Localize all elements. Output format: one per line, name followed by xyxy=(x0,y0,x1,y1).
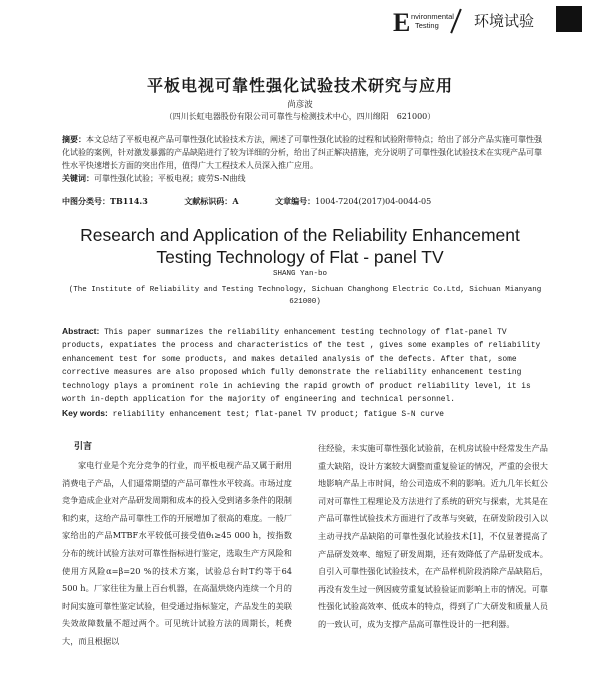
journal-logo-letter: E xyxy=(393,8,411,37)
abstract-cn-label: 摘要： xyxy=(62,135,86,144)
article-no-value: 1004-7204(2017)04-0044-05 xyxy=(315,197,432,206)
author-cn: 尚彦波 xyxy=(287,100,313,110)
abstract-cn-text: 本文总结了平板电视产品可靠性强化试验技术方法，阐述了可靠性强化试验的过程和试验附带特点；给出了部分产品实施可靠性强化试验的案例，针对激发暴露的产品缺陷进行了较为详细的分析，给出了纠正解决措施，充分说明了可靠性强化试验技术在实现产品可靠性水平快速增长方面的突出作用，值得广大工程技术人员深入推广应用。 xyxy=(62,135,542,170)
body-paragraph-left: 家电行业是个充分竞争的行业，而平板电视产品又属于耐用消费电子产品，人们逼常期望的产品可靠性水平较高。市场过度竞争造成企业对产品研发周期和成本的投入受到诸多条件的限制和约束，这给产品可靠性工作的开展增加了很高的难度。一般厂家给出的产品MTBF水平较低可接受值θ₁≥45 000 h，按指数分布的统计试验方法对可靠性指标进行鉴定，选取生产方风险和使用方风险α=β=20 %的技术方案，试验总台时T约等于64 500 h。厂家往往为量上百台机器，在高温烘烧内连续一个月的时间实施可靠性鉴定试验，但受通过指标鉴定，产品发生的美联失效故障数量不超过两个。可见统计试验方法的周期长，耗费大，而且根据以 xyxy=(62,460,292,646)
article-no-field xyxy=(275,197,465,206)
keywords-en-label: Key words: xyxy=(62,408,108,418)
clc-label: 中图分类号： xyxy=(62,197,110,206)
affiliation-cn: （四川长虹电器股份有限公司可靠性与检测技术中心，四川绵阳 621000） xyxy=(164,112,436,121)
author-en: SHANG Yan-bo xyxy=(272,270,327,278)
doc-code-value: A xyxy=(232,196,239,206)
journal-logo-line1: nvironmental xyxy=(411,12,454,21)
section-heading-introduction: 引言 xyxy=(74,442,93,452)
body-column-left xyxy=(62,438,292,651)
keywords-en xyxy=(62,407,548,421)
abstract-cn xyxy=(62,133,548,185)
journal-logo-text xyxy=(411,12,454,30)
classification-row xyxy=(62,195,548,208)
journal-logo-line2: Testing xyxy=(415,21,439,30)
paper-title-cn: 平板电视可靠性强化试验技术研究与应用 xyxy=(146,76,453,95)
abstract-en-text: This paper summarizes the reliability enhancement testing technology of flat-panel TV products, expatiates the process and characteristics of the test , gives some examples of reliability enhancement test for some products, and makes detailed analysis of the defects. After that, some corrective measures are also proposed which fully demonstrate the reliability enhancement testing technology plays a prominent role in achieving the rapid growth of product reliability level, it is worth in-depth application for the majority of engineering and technical personnel. xyxy=(62,328,541,405)
header-black-square xyxy=(556,6,582,32)
abstract-en-label: Abstract: xyxy=(62,326,100,336)
clc-value: TB114.3 xyxy=(110,196,148,206)
paper-title-en: Research and Application of the Reliability Enhancement Testing Technology of Flat - panel TV xyxy=(80,225,520,267)
abstract-en xyxy=(62,325,548,406)
doc-code-label: 文献标识码： xyxy=(184,197,233,206)
affiliation-en: (The Institute of Reliability and Testing Technology, Sichuan Changhong Electric Co.Ltd, Sichuan Mianyang 621000) xyxy=(68,286,542,306)
keywords-en-text: reliability enhancement test; flat-panel TV product; fatigue S-N curve xyxy=(112,410,445,419)
doc-code-field xyxy=(184,197,238,206)
article-no-label: 文章编号： xyxy=(275,197,316,206)
journal-section-title: 环境试验 xyxy=(474,12,535,30)
body-column-right xyxy=(318,440,548,634)
keywords-cn-text: 可靠性强化试验；平板电视；疲劳S-N曲线 xyxy=(94,174,246,183)
clc-field xyxy=(62,197,148,206)
body-paragraph-right: 往经验，未实施可靠性强化试验前，在机房试验中经常发生产品重大缺陷，设计方案较大调整而重复验证的情况，严重的会很大地影响产品上市时间，给公司造成不利的影响。近九几年长虹公司对可靠性工程理论及方法进行了系统的研究与探索，尤其是在产品可靠性试验技术方面进行了改革与突破，在研发阶段引入以主动寻找产品缺陷的可靠性强化试验技术[1]，不仅显著提高了产品研发效率、缩短了研发周期，还有效降低了产品研发成本。自引入可靠性强化试验技术，在产品样机阶段消除产品缺陷后，再没有发生过一例因疲劳重复试验验证而影响上市的情况。可靠性强化试验高效率、低成本的特点，得到了广大研发和质量人员的一致认可，成为支撑产品高可靠性设计的一把利器。 xyxy=(318,443,548,629)
keywords-cn-label: 关键词： xyxy=(62,174,94,183)
